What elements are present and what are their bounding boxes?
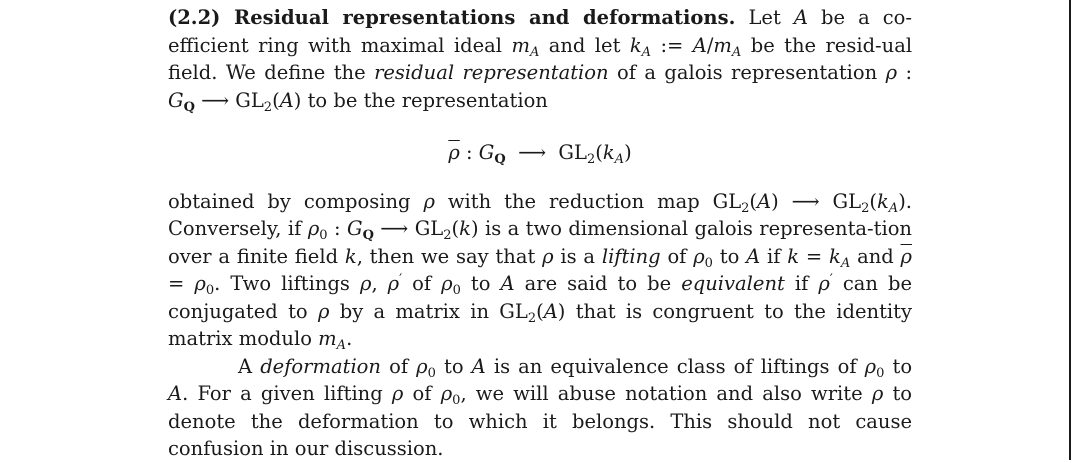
text-run: of — [412, 382, 432, 405]
text-run: to — [470, 272, 491, 295]
section-heading: (2.2) Residual representations and deformations. — [168, 6, 736, 29]
display-formula: $\overline{\rho}$ : $G_Q$ ⟶ $GL_2(k_A)$ — [448, 141, 632, 167]
term-deformation: deformation — [260, 354, 381, 378]
text-run: and — [857, 244, 894, 268]
text-run: of — [667, 244, 687, 268]
text-run: to — [443, 354, 464, 378]
text-run: Let — [748, 6, 781, 29]
text-run: to be the representation — [307, 88, 548, 112]
text-run: that is congruent to the identity matrix modulo — [168, 299, 912, 350]
text-run: of — [412, 272, 432, 295]
text-run: is a two dimensional galois representa-tion over a finite field — [168, 217, 912, 268]
document-page — [168, 4, 912, 463]
text-run: to — [892, 354, 913, 378]
text-run: be a co-efficient ring with maximal ideal — [168, 6, 913, 57]
text-run: be the resid-ual field. We define the — [168, 33, 913, 84]
text-run: with the reduction map — [447, 189, 700, 213]
text-run: A — [238, 354, 253, 378]
text-run: by a matrix in — [339, 299, 489, 323]
text-run: can be conjugated to — [168, 272, 912, 323]
text-run: , we will abuse notation and also write — [460, 382, 863, 405]
text-run: is an equivalence class of liftings of — [493, 354, 857, 378]
paragraph-deformation: A deformation of $\rho_0$ to A is an equivalence class of liftings of $\rho_0$ to A. For a given lifting ρ of $\rho_0$, we will abuse notation and also write ρ to denote the deformation to which it belongs. This should not cause confusion in our discussion. — [168, 354, 913, 460]
text-run: , then we say that — [356, 244, 536, 268]
text-run: is a — [560, 244, 596, 268]
term-equivalent: equivalent — [681, 272, 785, 295]
text-run: and let — [548, 33, 621, 57]
text-run: to — [719, 244, 740, 268]
term-lifting: lifting — [601, 244, 661, 268]
text-run: . Two liftings — [214, 272, 350, 295]
page-edge-line — [1069, 0, 1071, 460]
text-run: of a galois representation — [617, 61, 878, 84]
text-run: Conversely, if — [168, 217, 302, 240]
text-run: of — [389, 354, 409, 378]
paragraph-intro: (2.2) Residual representations and deformations. Let A be a co-efficient ring with maximal ideal $m_A$ and let $k_A$ := $A/m_A$ be the resid-ual field. We define the residual representation of a galois representation ρ : $G_Q$ ⟶ $GL_2(A)$ to be the representation — [168, 6, 913, 115]
text-run: if — [794, 272, 809, 295]
text-run: obtained by composing — [168, 189, 411, 213]
paragraph-body: obtained by composing ρ with the reduction map $GL_2(A)$ ⟶ $GL_2(k_A)$. Conversely, if $\rho_0$ : $G_Q$ ⟶ $GL_2(k)$ is a two dimensional galois representa-tion over a finite field k, then we say that ρ is a lifting of $\rho_0$ to A if $k = k_A$ and $\overline{\rho} = \rho_0$. Two liftings ρ, ρ′ of $\rho_0$ to A are said to be equivalent if ρ′ can be conjugated to ρ by a matrix in $GL_2(A)$ that is congruent to the identity matrix modulo $m_A$. — [168, 189, 912, 353]
text-run: For a given lifting — [197, 382, 383, 405]
text-run: if — [767, 244, 781, 268]
text-run: are said to be — [524, 272, 672, 295]
text-run: to denote the deformation to which it belongs. This should not cause confusion in our discussion. — [168, 382, 913, 460]
term-residual-representation: residual representation — [374, 61, 609, 84]
